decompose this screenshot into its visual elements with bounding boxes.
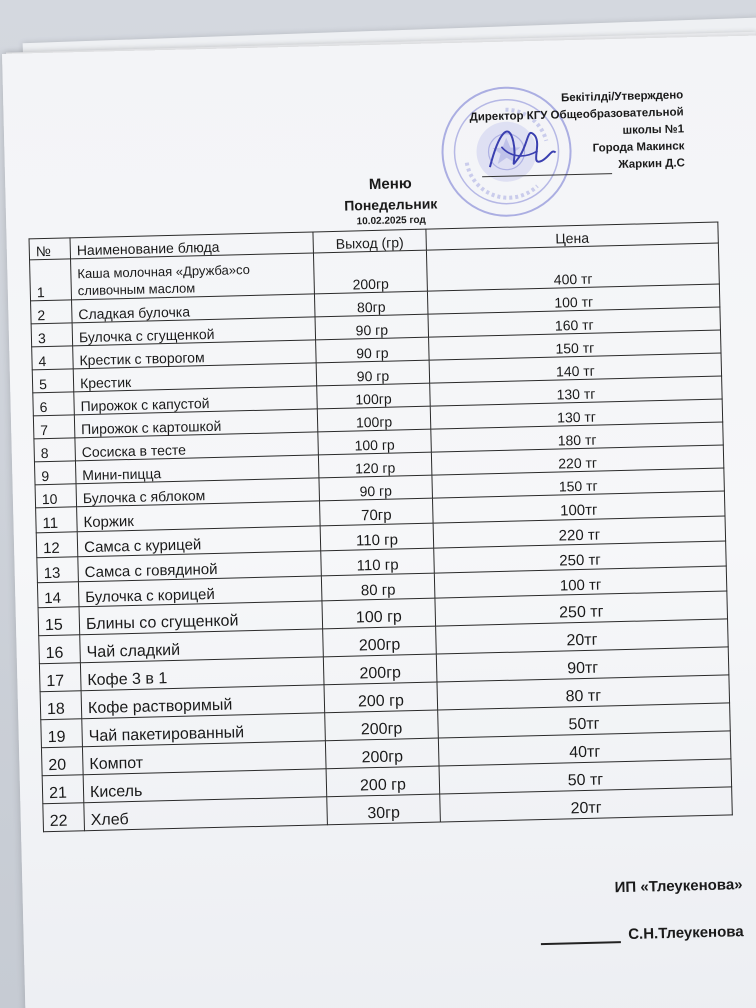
- row-dish-name: Мини-пицца: [75, 455, 318, 484]
- row-price: 160 тг: [428, 307, 720, 337]
- row-dish-name: Сладкая булочка: [72, 294, 315, 323]
- row-price: 100 тг: [427, 284, 719, 314]
- row-weight: 30гр: [327, 794, 441, 825]
- footer-signature-line: [540, 941, 620, 945]
- menu-document: [2, 35, 756, 1008]
- row-dish-name: Самса с курицей: [77, 526, 321, 557]
- row-weight: 90 гр: [315, 314, 429, 340]
- row-weight: 90 гр: [319, 475, 433, 501]
- row-dish-name: Булочка с яблоком: [76, 478, 319, 507]
- row-weight: 90 гр: [316, 360, 430, 386]
- row-num: 13: [37, 557, 79, 583]
- row-weight: 200 гр: [324, 682, 438, 713]
- row-num: 20: [41, 747, 83, 776]
- row-price: 100 тг: [434, 566, 727, 598]
- row-weight: 110 гр: [320, 523, 434, 551]
- row-num: 12: [36, 532, 78, 558]
- row-price: 150 тг: [429, 330, 721, 360]
- row-price: 150 тг: [432, 468, 724, 498]
- row-dish-name: Кисель: [83, 769, 327, 803]
- header-weight: Выход (гр): [313, 229, 426, 253]
- row-weight: 70гр: [320, 498, 434, 526]
- menu-date: 10.02.2025 год: [356, 214, 426, 228]
- menu-day: Понедельник: [344, 195, 438, 214]
- row-price: 130 тг: [430, 399, 722, 429]
- row-weight: 110 гр: [321, 548, 435, 576]
- row-weight: 100гр: [317, 383, 431, 409]
- row-price: 130 тг: [430, 376, 722, 406]
- row-price: 50 тг: [439, 759, 732, 794]
- approval-block: [469, 87, 685, 177]
- row-price: 20тг: [440, 787, 733, 822]
- row-dish-name: Крестик с творогом: [73, 340, 316, 369]
- row-weight: 100гр: [317, 406, 431, 432]
- row-weight: 200гр: [325, 710, 439, 741]
- row-num: 18: [40, 691, 82, 720]
- row-price: 220 тг: [431, 445, 723, 475]
- row-weight: 90 гр: [316, 337, 430, 363]
- row-price: 90тг: [436, 647, 729, 682]
- row-num: 5: [32, 369, 74, 393]
- row-price: 250 тг: [434, 541, 727, 573]
- row-num: 1: [30, 259, 72, 301]
- row-price: 50тг: [438, 703, 731, 738]
- row-dish-name: Хлеб: [84, 797, 328, 831]
- row-num: 7: [33, 415, 75, 439]
- row-weight: 200гр: [323, 626, 437, 657]
- header-name: Наименование блюда: [70, 232, 313, 259]
- row-dish-name: Кофе 3 в 1: [80, 657, 324, 691]
- header-price: Цена: [426, 222, 718, 250]
- row-num: 11: [36, 507, 78, 533]
- row-num: 21: [42, 775, 84, 804]
- row-dish-name: Блины со сгущенкой: [79, 601, 323, 635]
- row-num: 4: [32, 346, 74, 370]
- row-num: 9: [34, 461, 76, 485]
- row-dish-name: Сосиска в тесте: [75, 432, 318, 461]
- row-dish-name: Чай сладкий: [80, 629, 324, 663]
- title-block: [305, 172, 476, 230]
- approval-line-2: Директор КГУ Общеобразовательной: [469, 106, 684, 124]
- row-num: 16: [39, 635, 81, 664]
- menu-table: [29, 222, 733, 833]
- row-num: 3: [31, 323, 73, 347]
- row-weight: 80 гр: [321, 573, 435, 601]
- menu-title: Меню: [368, 175, 412, 194]
- approval-line-5: Жаркин Д.С: [618, 157, 686, 171]
- row-dish-name: Самса с говядиной: [78, 551, 322, 582]
- row-dish-name: Пирожок с картошкой: [74, 409, 317, 438]
- row-price: 180 тг: [431, 422, 723, 452]
- row-num: 10: [35, 484, 77, 508]
- row-weight: 100 гр: [318, 429, 432, 455]
- row-dish-name: Булочка с корицей: [78, 576, 322, 607]
- row-dish-name: Булочка с сгущенкой: [72, 317, 315, 346]
- row-dish-name: Коржик: [77, 501, 321, 532]
- row-weight: 80гр: [314, 291, 428, 317]
- footer-signer: С.Н.Тлеукенова: [628, 923, 744, 943]
- row-num: 6: [33, 392, 75, 416]
- row-weight: 100 гр: [322, 598, 436, 629]
- row-price: 250 тг: [435, 591, 728, 626]
- row-dish-name: Крестик: [73, 363, 316, 392]
- row-num: 2: [31, 300, 73, 324]
- row-num: 22: [43, 803, 85, 832]
- row-price: 80 тг: [437, 675, 730, 710]
- row-dish-name: Кофе растворимый: [81, 685, 325, 719]
- row-dish-name: Чай пакетированный: [82, 713, 326, 747]
- row-num: 19: [41, 719, 83, 748]
- row-price: 20тг: [436, 619, 729, 654]
- row-price: 40тг: [438, 731, 731, 766]
- row-price: 220 тг: [433, 516, 726, 548]
- approval-line-1: Бекітілді/Утверждено: [560, 89, 684, 105]
- row-weight: 120 гр: [318, 452, 432, 478]
- row-num: 17: [39, 663, 81, 692]
- header-num: №: [29, 238, 71, 260]
- row-weight: 200гр: [325, 738, 439, 769]
- row-dish-name: Каша молочная «Дружба»со сливочным маслом: [71, 253, 315, 300]
- row-dish-name: Компот: [82, 741, 326, 775]
- row-dish-name: Пирожок с капустой: [74, 386, 317, 415]
- row-weight: 200гр: [323, 654, 437, 685]
- row-num: 15: [38, 607, 80, 636]
- row-num: 8: [34, 438, 76, 462]
- row-weight: 200 гр: [326, 766, 440, 797]
- footer-block: [539, 876, 744, 945]
- row-price: 100тг: [432, 491, 725, 523]
- row-weight: 200гр: [313, 250, 427, 294]
- approval-line-4: Города Макинск: [592, 140, 685, 155]
- approval-line-3: школы №1: [622, 123, 685, 137]
- row-num: 14: [37, 582, 79, 608]
- row-price: 400 тг: [426, 243, 719, 291]
- row-price: 140 тг: [429, 353, 721, 383]
- footer-ip-name: ИП «Тлеукенова»: [614, 876, 743, 897]
